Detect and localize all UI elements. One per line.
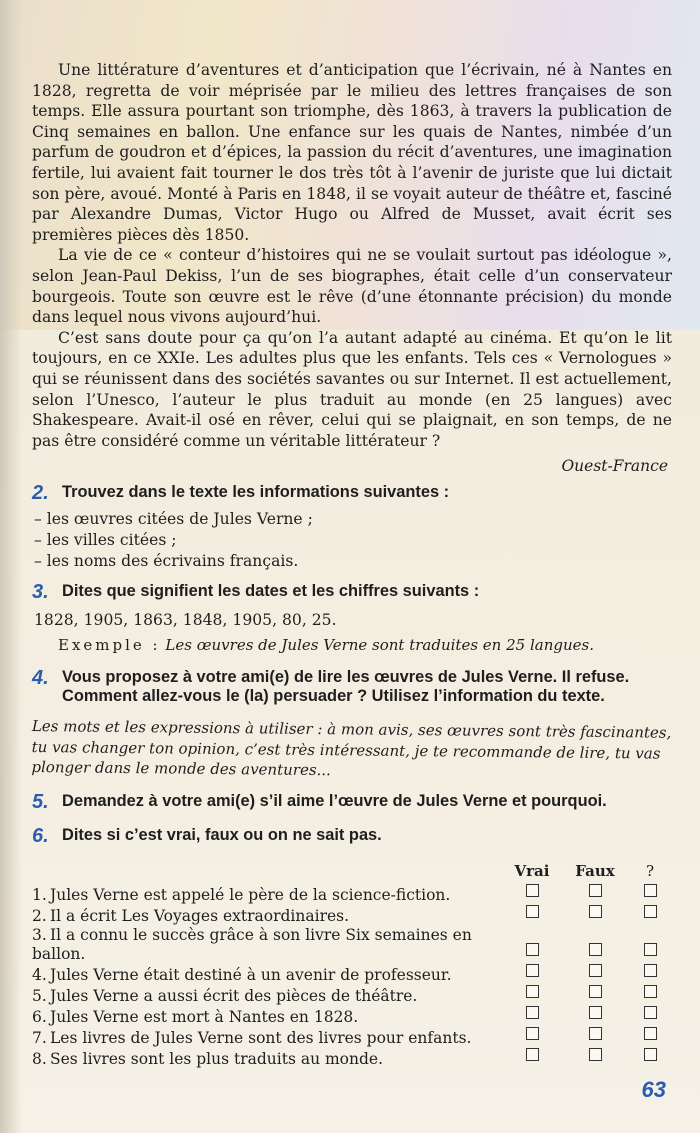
checkbox-vrai[interactable] bbox=[526, 985, 539, 998]
exercise-2-number: 2. bbox=[32, 482, 49, 505]
header-unknown: ? bbox=[645, 861, 655, 880]
exercise-5-number: 5. bbox=[32, 790, 49, 813]
exercise-6 bbox=[32, 826, 672, 1069]
statement-text: Jules Verne est appelé le père de la science-fiction. bbox=[50, 885, 451, 904]
checkbox-vrai[interactable] bbox=[526, 1027, 539, 1040]
checkbox-faux[interactable] bbox=[589, 985, 602, 998]
statement-text-wrap bbox=[32, 1029, 502, 1048]
checkbox-faux[interactable] bbox=[589, 905, 602, 918]
checkbox-faux[interactable] bbox=[589, 943, 602, 956]
statement-number: 6. bbox=[32, 1007, 47, 1026]
exercise-3-values: 1828, 1905, 1863, 1848, 1905, 80, 25. bbox=[34, 611, 337, 630]
statement-text: Jules Verne est mort à Nantes en 1828. bbox=[50, 1007, 359, 1026]
checkbox-faux[interactable] bbox=[589, 1048, 602, 1061]
header-vrai: Vrai bbox=[514, 861, 550, 880]
statement-row bbox=[32, 1027, 672, 1048]
statement-text: Jules Verne a aussi écrit des pièces de théâtre. bbox=[50, 986, 418, 1005]
exercise-6-heading bbox=[32, 826, 672, 848]
page-content bbox=[32, 60, 672, 1069]
checkbox-unknown[interactable] bbox=[644, 964, 657, 977]
exercise-2-item: – les œuvres citées de Jules Verne ; bbox=[34, 510, 313, 529]
statement-number: 8. bbox=[32, 1049, 47, 1068]
checkbox-vrai[interactable] bbox=[526, 905, 539, 918]
page-number: 63 bbox=[641, 1077, 666, 1102]
answer-boxes bbox=[502, 884, 672, 905]
exercise-2 bbox=[32, 483, 672, 572]
exercise-2-title: Trouvez dans le texte les informations suivantes : bbox=[62, 483, 450, 502]
exercise-4 bbox=[32, 668, 672, 778]
answer-boxes bbox=[502, 1006, 672, 1027]
answer-boxes bbox=[502, 964, 672, 985]
exercise-3-number: 3. bbox=[32, 581, 49, 604]
statement-row bbox=[32, 985, 672, 1006]
statement-text-wrap bbox=[32, 907, 502, 926]
checkbox-unknown[interactable] bbox=[644, 1048, 657, 1061]
statement-number: 2. bbox=[32, 906, 47, 925]
checkbox-unknown[interactable] bbox=[644, 905, 657, 918]
checkbox-unknown[interactable] bbox=[644, 1006, 657, 1019]
statement-number: 1. bbox=[32, 885, 47, 904]
statement-text: Les livres de Jules Verne sont des livres pour enfants. bbox=[50, 1028, 472, 1047]
statement-row bbox=[32, 1048, 672, 1069]
statement-row bbox=[32, 884, 672, 905]
checkbox-unknown[interactable] bbox=[644, 943, 657, 956]
article-paragraph-2: La vie de ce « conteur d’histoires qui ne se voulait surtout pas idéologue », selon Jean-Paul Dekiss, l’un de ses biographes, était celle d’un conservateur bourgeois. Toute son œuvre est le rêve (d’une étonnante précision) du monde dans lequel nous vivons aujourd’hui. bbox=[32, 246, 672, 327]
exercise-2-heading bbox=[32, 483, 672, 505]
exercise-5-heading bbox=[32, 792, 672, 814]
article-paragraph-1: Une littérature d’aventures et d’anticipation que l’écrivain, né à Nantes en 1828, regretta de voir méprisée par le milieu des lettres françaises de son temps. Elle assura pourtant son triomphe, dès 1863, à travers la publication de Cinq semaines en ballon. Une enfance sur les quais de Nantes, nimbée d’un parfum de goudron et d’épices, la passion du récit d’aventures, une imagination fertile, lui avaient fait tourner le dos très tôt à l’avenir de juriste que lui dictait son père, avoué. Monté à Paris en 1848, il se voyait auteur de théâtre et, fasciné par Alexandre Dumas, Victor Hugo ou Alfred de Musset, avait écrit ses premières pièces dès 1850. bbox=[32, 61, 672, 244]
statement-text: Ses livres sont les plus traduits au monde. bbox=[50, 1049, 384, 1068]
exercise-6-number: 6. bbox=[32, 824, 49, 847]
article bbox=[32, 60, 672, 475]
exercise-2-item: – les noms des écrivains français. bbox=[34, 552, 299, 571]
exercise-3-example bbox=[58, 635, 672, 656]
exercise-5 bbox=[32, 792, 672, 814]
checkbox-vrai[interactable] bbox=[526, 884, 539, 897]
statement-text-wrap bbox=[32, 987, 502, 1006]
statement-text: Jules Verne était destiné à un avenir de professeur. bbox=[50, 965, 452, 984]
exercise-4-title: Vous proposez à votre ami(e) de lire les œuvres de Jules Verne. Il refuse. Comment allez-vous le (la) persuader ? Utilisez l’information du texte. bbox=[62, 668, 630, 706]
exercise-3-title: Dites que signifient les dates et les chiffres suivants : bbox=[62, 582, 480, 601]
statement-text-wrap bbox=[32, 886, 502, 905]
exercise-3-example-text: Les œuvres de Jules Verne sont traduites en 25 langues. bbox=[165, 636, 594, 655]
exercise-2-item: – les villes citées ; bbox=[34, 531, 177, 550]
statement-text: Il a connu le succès grâce à son livre Six semaines en ballon. bbox=[32, 925, 472, 963]
statement-number: 4. bbox=[32, 965, 47, 984]
checkbox-unknown[interactable] bbox=[644, 985, 657, 998]
checkbox-faux[interactable] bbox=[589, 1006, 602, 1019]
statement-number: 7. bbox=[32, 1028, 47, 1047]
checkbox-vrai[interactable] bbox=[526, 964, 539, 977]
answer-boxes bbox=[502, 985, 672, 1006]
checkbox-unknown[interactable] bbox=[644, 884, 657, 897]
statement-text-wrap bbox=[32, 1050, 502, 1069]
header-faux: Faux bbox=[575, 861, 615, 880]
statement-number: 5. bbox=[32, 986, 47, 1005]
exercise-6-title: Dites si c’est vrai, faux ou on ne sait pas. bbox=[62, 825, 382, 844]
statement-row bbox=[32, 905, 672, 926]
checkbox-vrai[interactable] bbox=[526, 943, 539, 956]
answer-boxes bbox=[502, 943, 672, 964]
article-source: Ouest-France bbox=[561, 457, 668, 476]
checkbox-vrai[interactable] bbox=[526, 1048, 539, 1061]
statement-row bbox=[32, 1006, 672, 1027]
exercise-4-vocabulary: Les mots et les expressions à utiliser : à mon avis, ses œuvres sont très fascinantes, tu vas changer ton opinion, c’est très intéressant, je te recommande de lire, tu vas plonger dans le monde des aventures... bbox=[31, 717, 672, 780]
statement-text-wrap bbox=[32, 966, 502, 985]
statement-text-wrap bbox=[32, 1008, 502, 1027]
exercise-3-example-label: Exemple : bbox=[58, 636, 161, 655]
checkbox-vrai[interactable] bbox=[526, 1006, 539, 1019]
true-false-header bbox=[32, 862, 672, 880]
answer-boxes bbox=[502, 1027, 672, 1048]
checkbox-faux[interactable] bbox=[589, 1027, 602, 1040]
answer-boxes bbox=[502, 905, 672, 926]
exercise-3-heading bbox=[32, 582, 672, 604]
statement-text: Il a écrit Les Voyages extraordinaires. bbox=[50, 906, 350, 925]
checkbox-faux[interactable] bbox=[589, 884, 602, 897]
checkbox-faux[interactable] bbox=[589, 964, 602, 977]
exercise-4-heading bbox=[32, 668, 672, 706]
statement-number: 3. bbox=[32, 925, 47, 944]
exercise-5-title: Demandez à votre ami(e) s’il aime l’œuvre de Jules Verne et pourquoi. bbox=[62, 791, 607, 810]
checkbox-unknown[interactable] bbox=[644, 1027, 657, 1040]
statement-row bbox=[32, 964, 672, 985]
page-binding-shadow bbox=[0, 0, 22, 1133]
article-paragraph-3: C’est sans doute pour ça qu’on l’a autant adapté au cinéma. Et qu’on le lit toujours, en ce XXIe. Les adultes plus que les enfants. Tels ces « Vernologues » qui se réunissent dans des sociétés savantes ou sur Internet. Il est actuellement, selon l’Unesco, l’auteur le plus traduit au monde (en 25 langues) avec Shakespeare. Avait-il osé en rêver, celui qui se plaignait, en son temps, de ne pas être considéré comme un véritable littérateur ? bbox=[32, 328, 672, 450]
exercise-3 bbox=[32, 582, 672, 656]
exercise-4-number: 4. bbox=[32, 667, 49, 690]
statements-list bbox=[32, 884, 672, 1069]
statement-text-wrap bbox=[32, 926, 502, 964]
statement-row bbox=[32, 926, 672, 964]
answer-boxes bbox=[502, 1048, 672, 1069]
